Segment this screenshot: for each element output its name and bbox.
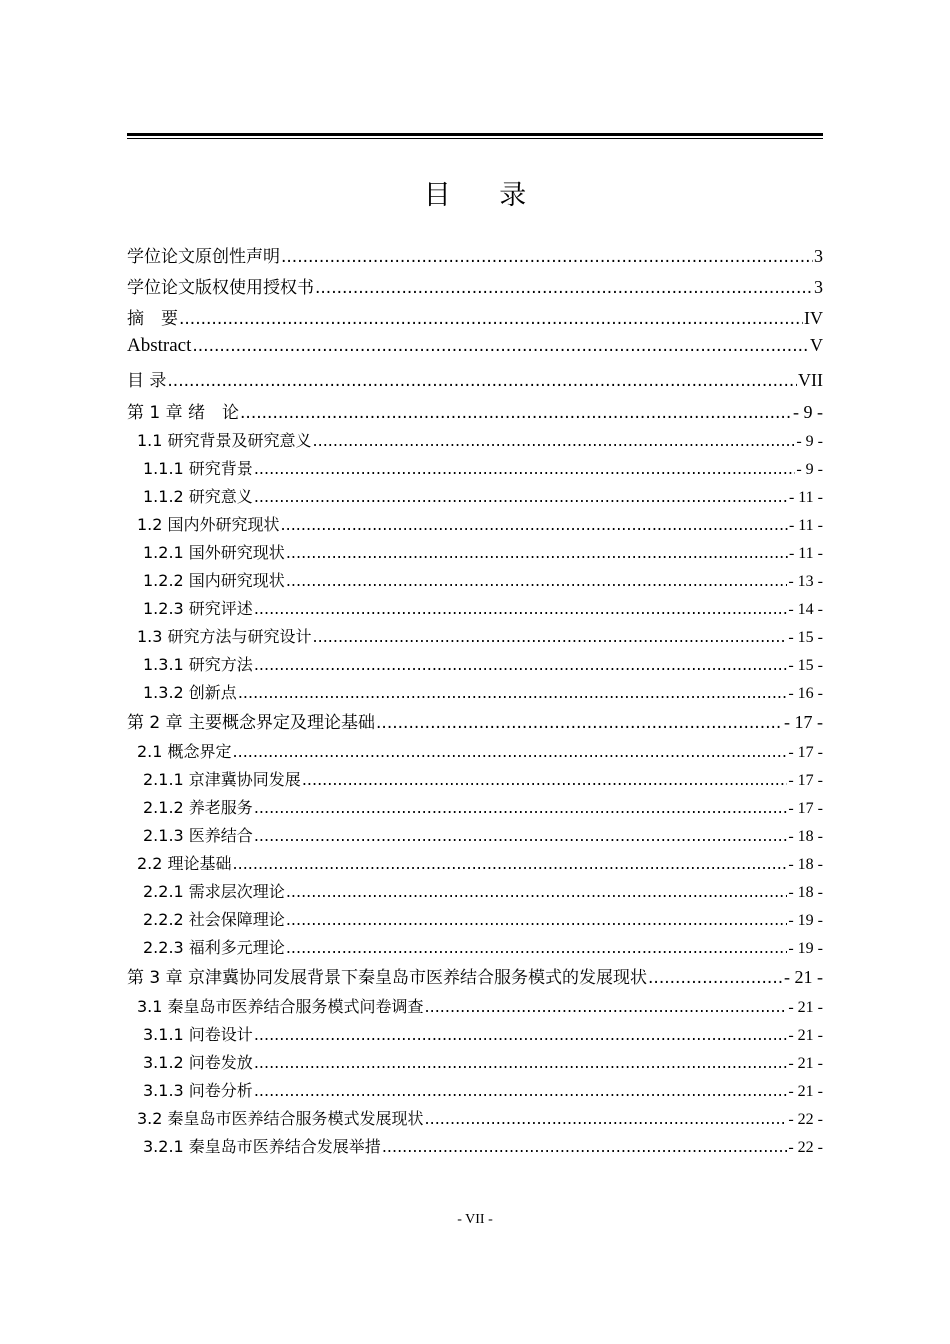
toc-entry-page: - 9 - [796,461,823,478]
toc-leader-dots [425,1109,788,1128]
toc-entry-label: 1.3.2 创新点 [143,683,237,702]
toc-entry[interactable] [127,708,823,734]
toc-entry[interactable] [127,994,823,1020]
toc-entry-page: - 18 - [788,828,823,845]
toc-entry-label: 1.2.2 国内研究现状 [143,571,285,590]
toc-entry[interactable] [127,512,823,538]
toc-entry[interactable] [127,680,823,706]
toc-entry-label: Abstract [127,335,192,356]
toc-entry-page: - 22 - [788,1111,823,1128]
toc-leader-dots [286,543,788,562]
toc-leader-dots [376,713,783,733]
toc-entry-label: 摘 要 [127,309,178,329]
toc-entry-label: 1.2.3 研究评述 [143,599,253,618]
toc-entry-page: - 21 - [788,1027,823,1044]
toc-entry-label: 3.1.3 问卷分析 [143,1081,253,1100]
toc-entry[interactable] [127,907,823,933]
toc-leader-dots [254,1025,788,1044]
page-title: 目 录 [423,180,547,211]
toc-leader-dots [233,854,788,873]
toc-entry-page: - 9 - [793,402,823,422]
toc-entry[interactable] [127,398,823,424]
toc-leader-dots [648,968,783,988]
toc-entry[interactable] [127,335,823,361]
toc-leader-dots [281,247,813,267]
toc-leader-dots [240,403,792,423]
toc-entry-page: - 22 - [788,1139,823,1156]
toc-entry[interactable] [127,739,823,765]
toc-entry[interactable] [127,1050,823,1076]
toc-entry-page: - 14 - [788,601,823,618]
toc-leader-dots [281,515,788,534]
toc-entry-label: 3.2.1 秦皇岛市医养结合发展举措 [143,1137,381,1156]
toc-leader-dots [254,1053,788,1072]
toc-leader-dots [286,571,788,590]
toc-entry-page: - 18 - [788,884,823,901]
toc-leader-dots [313,627,788,646]
toc-leader-dots [286,938,788,957]
toc-leader-dots [254,487,788,506]
toc-entry-label: 2.2 理论基础 [137,854,232,873]
toc-entry[interactable] [127,963,823,989]
toc-entry-page: - 13 - [788,573,823,590]
toc-entry-label: 3.1.2 问卷发放 [143,1053,253,1072]
toc-entry[interactable] [127,366,823,392]
toc-entry-label: 第 3 章 京津冀协同发展背景下秦皇岛市医养结合服务模式的发展现状 [127,968,648,988]
toc-entry-label: 2.1.3 医养结合 [143,826,253,845]
toc-entry-page: - 21 - [788,1083,823,1100]
toc-leader-dots [302,770,788,789]
toc-leader-dots [192,336,809,356]
toc-entry-page: - 15 - [788,657,823,674]
toc-entry-label: 1.3.1 研究方法 [143,655,253,674]
toc-entry[interactable] [127,456,823,482]
toc-entry-page: - 17 - [788,800,823,817]
toc-leader-dots [167,371,797,391]
toc-entry-label: 学位论文版权使用授权书 [127,278,314,298]
toc-leader-dots [286,882,788,901]
toc-entry[interactable] [127,1134,823,1160]
toc-entry[interactable] [127,1022,823,1048]
toc-entry-page: - 9 - [796,433,823,450]
toc-leader-dots [254,599,788,618]
toc-entry-label: 1.3 研究方法与研究设计 [137,627,312,646]
toc-entry[interactable] [127,428,823,454]
toc-entry-page: - 17 - [788,772,823,789]
toc-entry-label: 3.1.1 问卷设计 [143,1025,253,1044]
toc-entry-label: 学位论文原创性声明 [127,247,280,267]
toc-entry-page: - 18 - [788,856,823,873]
toc-entry-label: 第 2 章 主要概念界定及理论基础 [127,713,376,733]
toc-entry[interactable] [127,935,823,961]
toc-leader-dots [382,1137,788,1156]
toc-leader-dots [254,826,788,845]
toc-entry[interactable] [127,568,823,594]
toc-entry[interactable] [127,879,823,905]
toc-entry-label: 2.1.1 京津冀协同发展 [143,770,301,789]
toc-entry[interactable] [127,540,823,566]
toc-entry-page: - 15 - [788,629,823,646]
toc-entry-label: 1.1.1 研究背景 [143,459,253,478]
toc-entry-page: - 21 - [784,967,823,987]
toc-entry-label: 1.1.2 研究意义 [143,487,253,506]
toc-leader-dots [238,683,788,702]
toc-entry-page: VII [798,370,823,390]
toc-leader-dots [254,798,788,817]
toc-entry-label: 2.2.2 社会保障理论 [143,910,285,929]
toc-entry-page: V [810,335,823,355]
toc-entry-label: 2.1.2 养老服务 [143,798,253,817]
toc-entry-page: - 21 - [788,1055,823,1072]
toc-entry-page: - 11 - [788,489,823,506]
toc-leader-dots [254,655,788,674]
toc-leader-dots [254,459,796,478]
toc-entry[interactable] [127,273,823,299]
toc-leader-dots [425,997,788,1016]
toc-entry[interactable] [127,767,823,793]
toc-entry[interactable] [127,484,823,510]
toc-entry-label: 2.2.1 需求层次理论 [143,882,285,901]
toc-entry-label: 3.1 秦皇岛市医养结合服务模式问卷调查 [137,997,424,1016]
toc-entry[interactable] [127,1106,823,1132]
toc-entry[interactable] [127,795,823,821]
toc-entry-page: - 16 - [788,685,823,702]
toc-entry-label: 1.2.1 国外研究现状 [143,543,285,562]
toc-entry-page: 3 [814,246,823,266]
toc-entry[interactable] [127,242,823,268]
toc-entry-page: - 19 - [788,912,823,929]
toc-leader-dots [315,278,813,298]
toc-entry[interactable] [127,1078,823,1104]
toc-entry[interactable] [127,304,823,330]
toc-leader-dots [313,431,796,450]
toc-leader-dots [233,742,788,761]
toc-entry[interactable] [127,851,823,877]
toc-entry-label: 1.1 研究背景及研究意义 [137,431,312,450]
toc-entry-label: 3.2 秦皇岛市医养结合服务模式发展现状 [137,1109,424,1128]
toc-entry-label: 1.2 国内外研究现状 [137,515,280,534]
toc-entry-page: - 17 - [784,712,823,732]
toc-entry-page: - 17 - [788,744,823,761]
toc-leader-dots [254,1081,788,1100]
toc-entry-label: 第 1 章 绪 论 [127,403,240,423]
toc-entry-label: 目 录 [127,371,167,391]
toc-entry-page: - 19 - [788,940,823,957]
toc-entry[interactable] [127,823,823,849]
toc-entry-page: - 11 - [788,517,823,534]
toc-entry-label: 2.1 概念界定 [137,742,232,761]
toc-leader-dots [286,910,788,929]
toc-leader-dots [179,309,803,329]
page-footer-number: - VII - [457,1212,493,1227]
toc-entry-page: - 21 - [788,999,823,1016]
toc-entry[interactable] [127,652,823,678]
toc-entry-page: 3 [814,277,823,297]
toc-entry-label: 2.2.3 福利多元理论 [143,938,285,957]
toc-entry[interactable] [127,596,823,622]
toc-entry-page: - 11 - [788,545,823,562]
toc-entry-page: IV [804,308,823,328]
toc-entry[interactable] [127,624,823,650]
